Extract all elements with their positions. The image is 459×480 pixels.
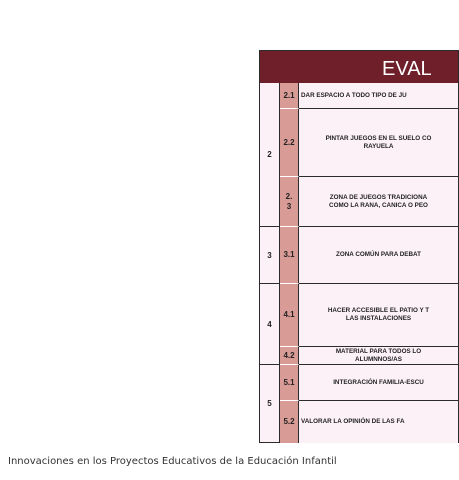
row-description: PINTAR JUEGOS EN EL SUELO CO RAYUELA — [299, 109, 458, 177]
row-code: 4.1 — [280, 284, 299, 347]
row-description: DAR ESPACIO A TODO TIPO DE JU — [299, 83, 458, 109]
row-description: MATERIAL PARA TODOS LO ALUMNNOS/AS — [299, 347, 458, 365]
row-code: 5.2 — [280, 401, 299, 443]
row-description: ZONA COMÚN PARA DEBAT — [299, 227, 458, 284]
row-code: 4.2 — [280, 347, 299, 365]
page-footer: Innovaciones en los Proyectos Educativos de la Educación Infantil — [8, 456, 337, 467]
group-number-5: 5 — [260, 365, 280, 443]
row-code: 3.1 — [280, 227, 299, 284]
row-code: 2. 3 — [280, 177, 299, 227]
row-code: 5.1 — [280, 365, 299, 401]
group-number-2: 2 — [260, 83, 280, 227]
row-description: ZONA DE JUEGOS TRADICIONA COMO LA RANA, CANICA O PEO — [299, 177, 458, 227]
evaluation-table — [259, 50, 459, 443]
row-description: HACER ACCESIBLE EL PATIO Y T LAS INSTALACIONES — [299, 284, 458, 347]
row-code: 2.1 — [280, 83, 299, 109]
row-description: VALORAR LA OPINIÓN DE LAS FA — [299, 401, 458, 443]
group-number-3: 3 — [260, 227, 280, 284]
row-description: INTEGRACIÓN FAMILIA-ESCU — [299, 365, 458, 401]
group-number-4: 4 — [260, 284, 280, 365]
table-header: EVAL — [260, 51, 458, 83]
row-code: 2.2 — [280, 109, 299, 177]
